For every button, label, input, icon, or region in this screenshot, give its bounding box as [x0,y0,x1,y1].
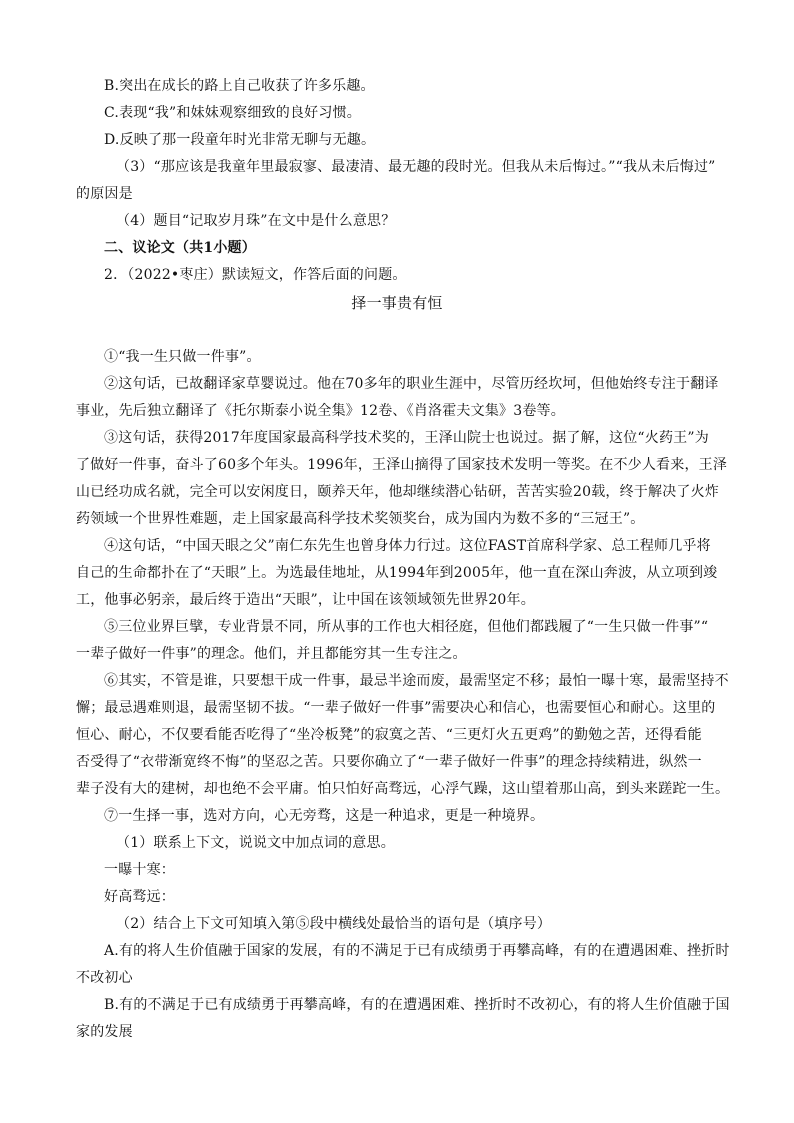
question-3: （3）“那应该是我童年里最寂寥、最凄清、最无趣的段时光。但我从未后悔过。”“我从未后悔过” [116,159,716,175]
answer-blank-1: 一曝十寒： [104,862,175,878]
paragraph-4-line-1: ④这句话，“中国天眼之父”南仁东先生也曾身体力行过。这位FAST首席科学家、总工程师几乎将 [104,538,711,554]
choice-a-line-2: 不改初心 [76,970,133,986]
paragraph-7: ⑦一生择一事，选对方向，心无旁骛，这是一种追求，更是一种境界。 [104,808,545,824]
option-d: D.反映了那一段童年时光非常无聊与无趣。 [104,132,376,148]
paragraph-6-line-4: 否受得了“衣带渐宽终不悔”的坚忍之苦。只要你确立了“一辈子做好一件事”的理念持续精进，纵然一 [76,754,702,770]
section-heading: 二、议论文（共1小题） [104,240,256,256]
sub-question-1: （1）联系上下文，说说文中加点词的意思。 [116,835,395,851]
sub-question-2: （2）结合上下文可知填入第⑤段中横线处最恰当的语句是（填序号） [116,916,552,932]
paragraph-1: ①“我一生只做一件事”。 [104,349,261,365]
essay-title: 择一事贵有恒 [351,294,443,312]
paragraph-3-line-1: ③这句话，获得2017年度国家最高科学技术奖的，王泽山院士也说过。据了解，这位“火药王”为 [104,430,709,446]
question-3-continued: 的原因是 [76,186,133,202]
paragraph-6-line-5: 辈子没有大的建树，却也绝不会平庸。怕只怕好高骛远，心浮气躁，这山望着那山高，到头来蹉跎一生。 [76,781,730,797]
paragraph-3-line-2: 了做好一件事，奋斗了60多个年头。1996年，王泽山摘得了国家技术发明一等奖。在不少人看来，王泽 [76,457,728,473]
paragraph-2-line-2: 事业，先后独立翻译了《托尔斯泰小说全集》12卷、《肖洛霍夫文集》3卷等。 [76,403,565,419]
question-intro: 2．（2022•枣庄）默读短文，作答后面的问题。 [104,267,407,283]
option-c: C.表现“我”和妹妹观察细致的良好习惯。 [104,105,361,121]
question-4: （4）题目“记取岁月珠”在文中是什么意思？ [116,213,396,229]
paragraph-5-line-2: 一辈子做好一件事”的理念。他们，并且都能穷其一生专注之。 [76,646,467,662]
paragraph-6-line-1: ⑥其实，不管是谁，只要想干成一件事，最忌半途而废，最需坚定不移；最怕一曝十寒，最需坚持不 [104,673,729,689]
choice-b-line-2: 家的发展 [76,1024,133,1040]
paragraph-2-line-1: ②这句话，已故翻译家草婴说过。他在70多年的职业生涯中，尽管历经坎坷，但他始终专注于翻译 [104,376,719,392]
paragraph-5-line-1: ⑤三位业界巨擘，专业背景不同，所从事的工作也大相径庭，但他们都践履了“一生只做一件事”“ [104,619,709,635]
option-b: B.突出在成长的路上自己收获了许多乐趣。 [104,78,375,94]
paragraph-3-line-4: 药领域一个世界性难题，走上国家最高科学技术奖领奖台，成为国内为数不多的“三冠王”。 [76,511,645,527]
paragraph-4-line-3: 工，他事必躬亲，最后终于造出“天眼”，让中国在该领域领先世界20年。 [76,592,535,608]
paragraph-4-line-2: 自己的生命都扑在了“天眼”上。为选最佳地址，从1994年到2005年，他一直在深山奔波，从立项到竣 [76,565,718,581]
paragraph-6-line-3: 恒心、耐心，不仅要看能否吃得了“坐冷板凳”的寂寞之苦、“三更灯火五更鸡”的勤勉之苦，还得看能 [76,727,702,743]
paragraph-3-line-3: 山已经功成名就，完全可以安闲度日，颐养天年，他却继续潜心钻研，苦苦实验20载，终于解决了火炸 [76,484,720,500]
paragraph-6-line-2: 懈；最忌遇难则退，最需坚韧不拔。“一辈子做好一件事”需要决心和信心，也需要恒心和耐心。这里的 [76,700,716,716]
choice-a-line-1: A.有的将人生价值融于国家的发展，有的不满足于已有成绩勇于再攀高峰，有的在遭遇困难、挫折时 [104,943,730,959]
answer-blank-2: 好高骛远： [104,889,175,905]
choice-b-line-1: B.有的不满足于已有成绩勇于再攀高峰，有的在遭遇困难、挫折时不改初心，有的将人生价值融于国 [104,997,730,1013]
